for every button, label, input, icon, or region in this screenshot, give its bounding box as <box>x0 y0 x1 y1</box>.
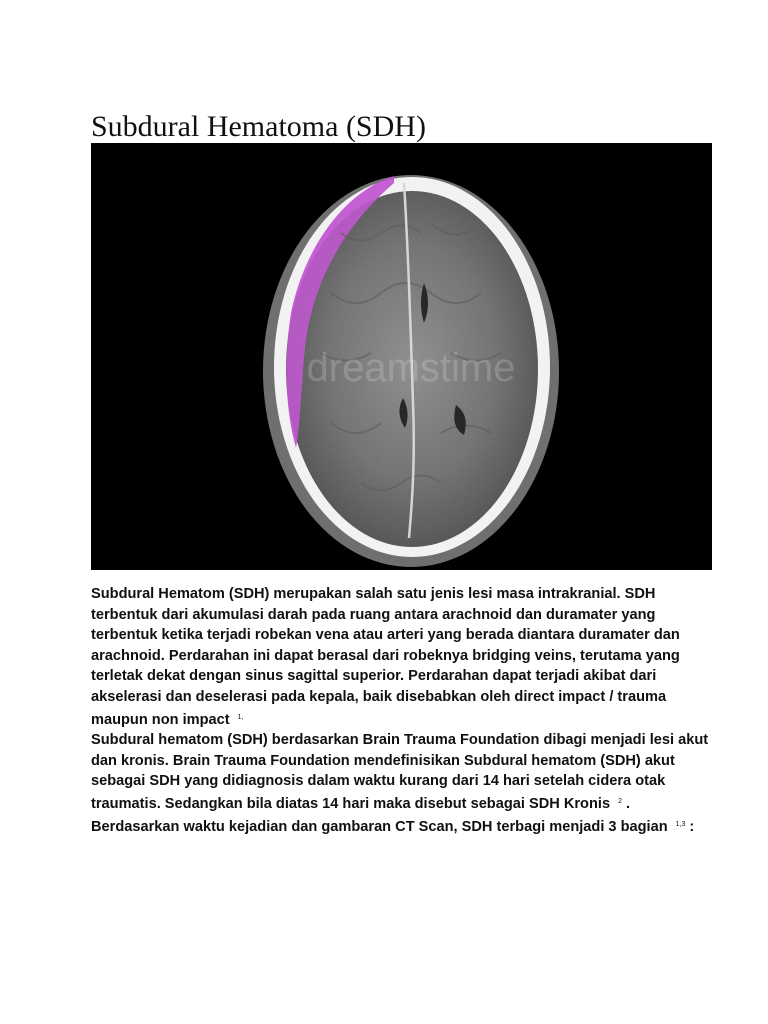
paragraph-definition <box>91 584 711 730</box>
watermark-text: dreamstime <box>306 346 516 390</box>
reference-superscript: 1,3 <box>675 820 686 828</box>
reference-superscript: 1, <box>237 713 244 721</box>
paragraph-classification <box>91 730 711 814</box>
document-title: Subdural Hematoma (SDH) <box>91 110 426 143</box>
body-text <box>91 584 711 837</box>
paragraph-tail: . <box>625 795 631 812</box>
paragraph-text: Subdural hematom (SDH) berdasarkan Brain Trauma Foundation dibagi menjadi lesi akut dan kronis. Brain Trauma Foundation mendefinisikan Subdural hematom (SDH) akut sebagai SDH yang didiagnosis dalam waktu kurang dari 14 hari setelah cidera otak traumatis. Sedangkan bila diatas 14 hari maka disebut sebagai SDH Kronis <box>91 732 709 812</box>
paragraph-types <box>91 815 711 838</box>
paragraph-text: Berdasarkan waktu kejadian dan gambaran CT Scan, SDH terbagi menjadi 3 bagian <box>91 818 668 835</box>
paragraph-tail: : <box>689 818 695 835</box>
ct-scan-image <box>91 143 712 570</box>
paragraph-text: Subdural Hematom (SDH) merupakan salah satu jenis lesi masa intrakranial. SDH terbentuk dari akumulasi darah pada ruang antara arachnoid dan duramater yang terbentuk ketika terjadi robekan vena atau arteri yang berada diantara duramater dan arachnoid. Perdarahan ini dapat berasal dari robeknya bridging veins, terutama yang terletak dekat dengan sinus sagittal superior. Perdarahan dapat terjadi akibat dari akselerasi dan deselerasi pada kepala, baik disebabkan oleh direct impact / trauma maupun non impact <box>91 586 680 728</box>
reference-superscript: 2 <box>618 797 622 805</box>
